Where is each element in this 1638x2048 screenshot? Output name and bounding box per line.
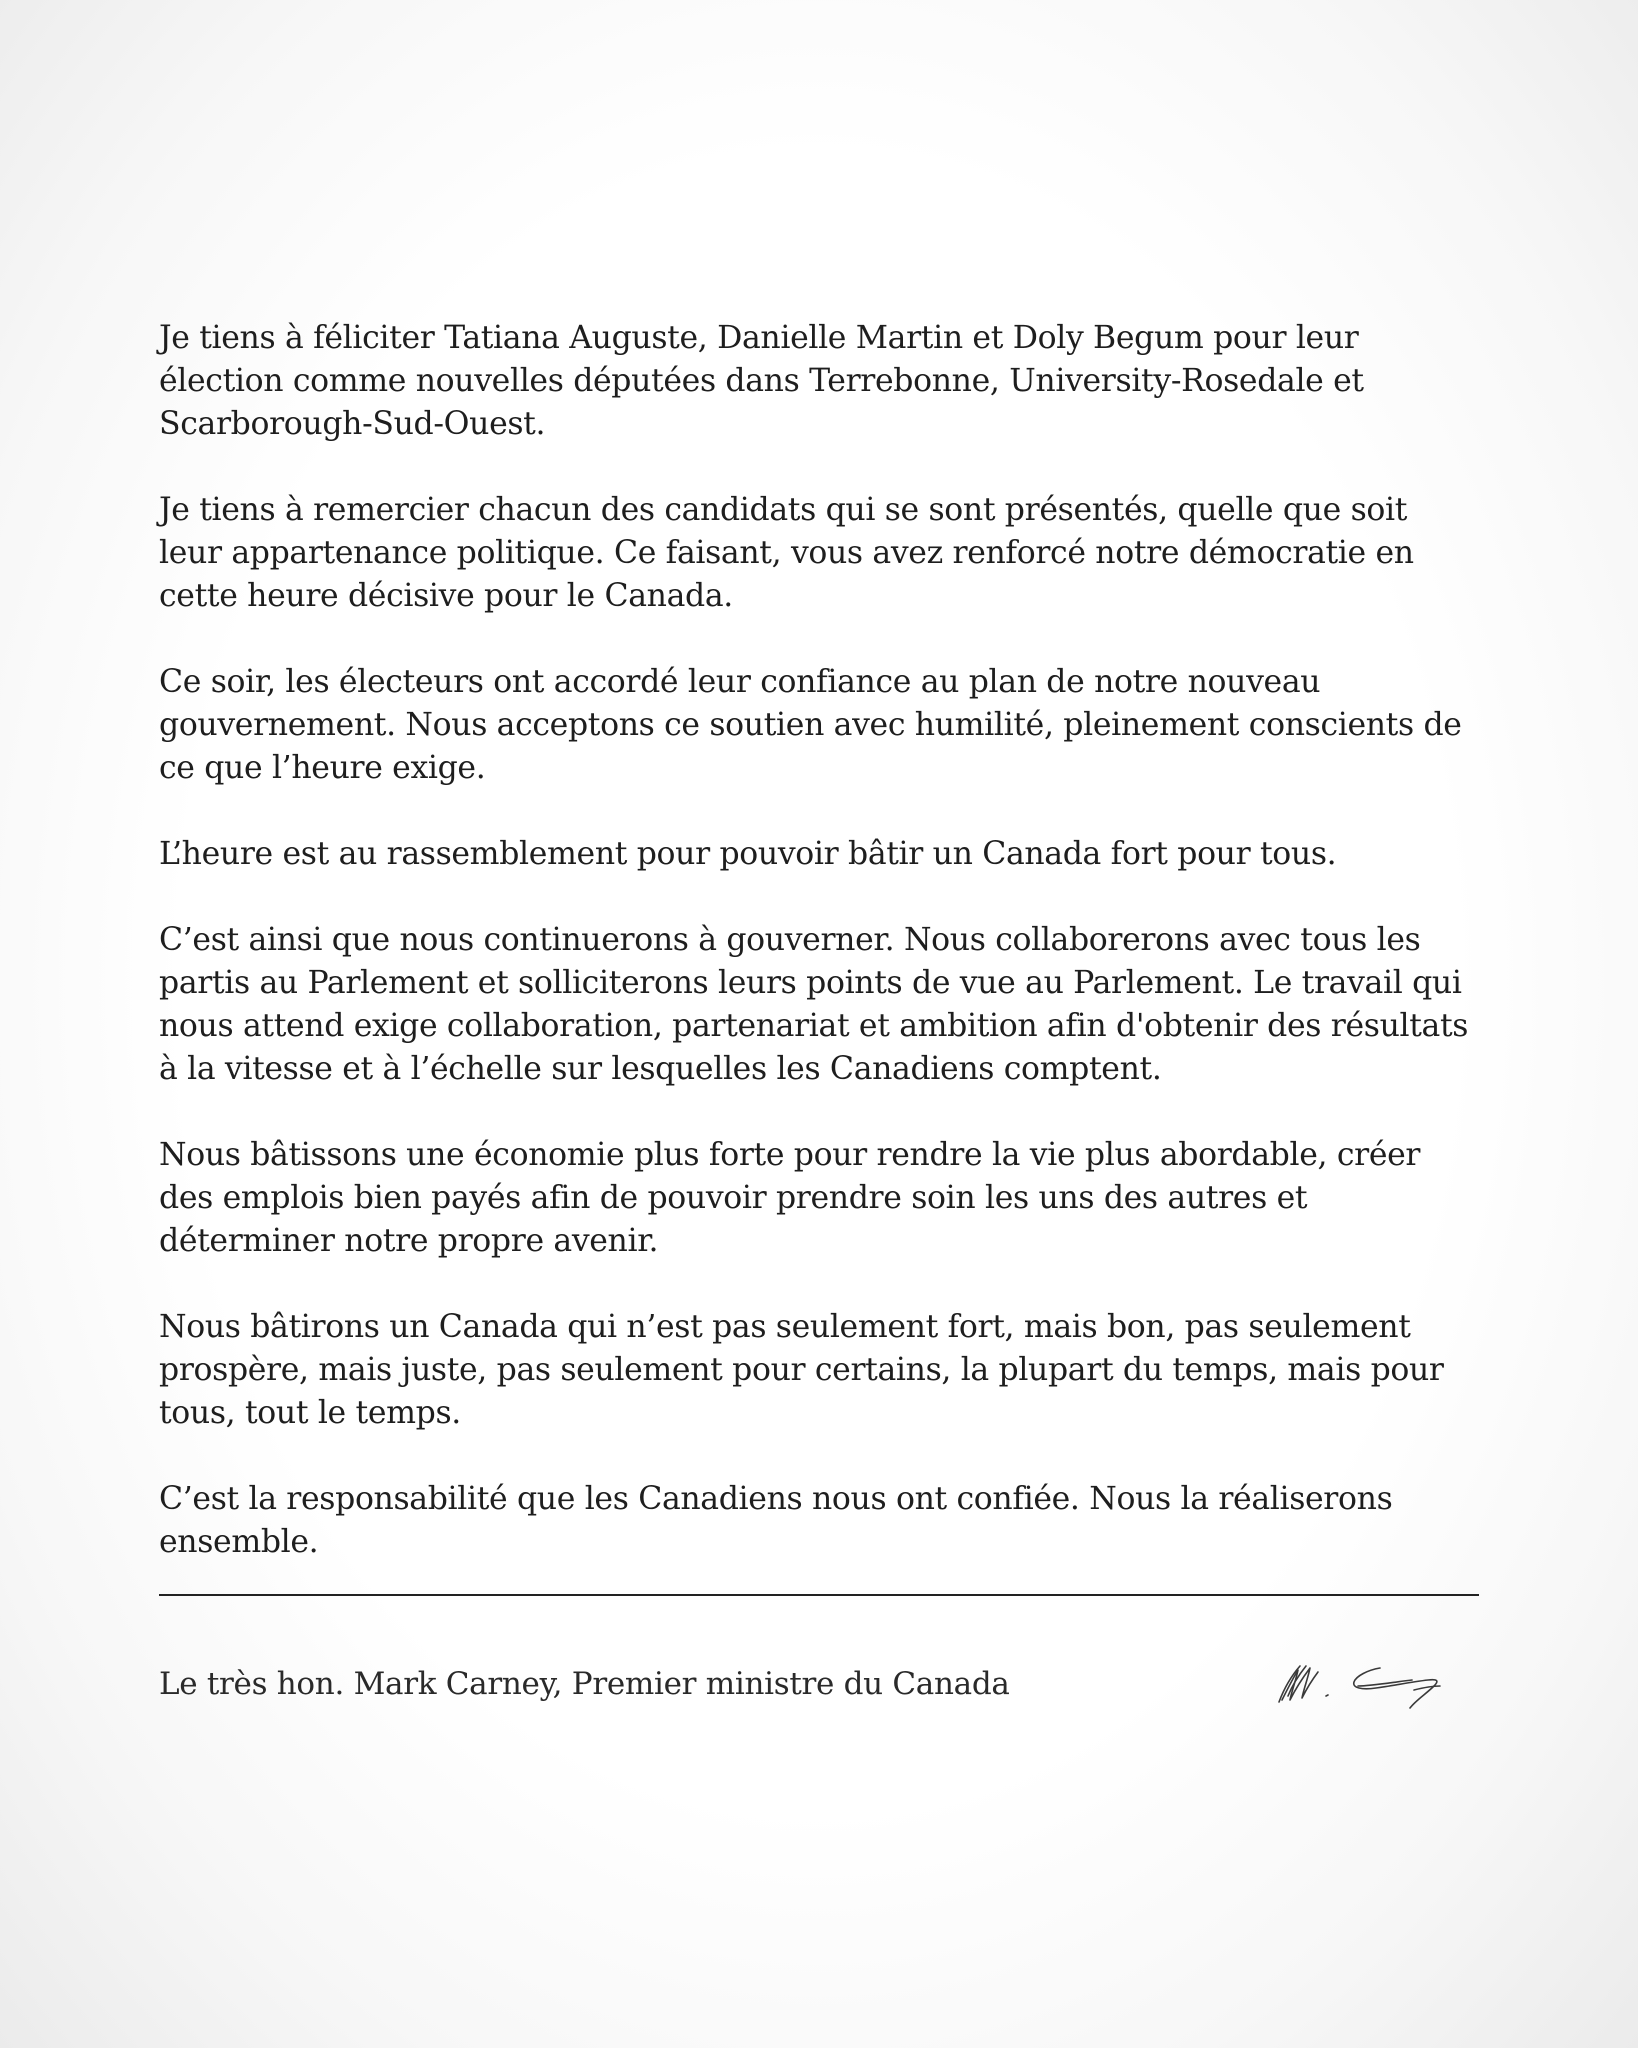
paragraph-economy: Nous bâtissons une économie plus forte pour rendre la vie plus abordable, créer des emplois bien payés afin de pouvoir prendre soin les uns des autres et déterminer notre propre avenir. xyxy=(159,1137,1421,1259)
paragraph-congratulations: Je tiens à féliciter Tatiana Auguste, Danielle Martin et Doly Begum pour leur élection comme nouvelles députées dans Terrebonne, University-Rosedale et Scarborough-Sud-Ouest. xyxy=(159,320,1364,442)
signature-image xyxy=(1276,1656,1472,1718)
paragraph-responsibility: C’est la responsabilité que les Canadiens nous ont confiée. Nous la réaliserons ensemble. xyxy=(159,1481,1393,1560)
paragraph-governing: C’est ainsi que nous continuerons à gouverner. Nous collaborerons avec tous les partis au Parlement et solliciterons leurs points de vue au Parlement. Le travail qui nous attend exige collaboration, partenariat et ambition afin d'obtenir des résultats à la vitesse et à l’échelle sur lesquelles les Canadiens comptent. xyxy=(159,922,1469,1087)
signature-divider xyxy=(159,1594,1479,1596)
paragraph-gathering: L’heure est au rassemblement pour pouvoir bâtir un Canada fort pour tous. xyxy=(159,836,1337,872)
signoff-line: Le très hon. Mark Carney, Premier ministre du Canada xyxy=(159,1666,1010,1702)
paragraph-thanks-candidates: Je tiens à remercier chacun des candidats qui se sont présentés, quelle que soit leur appartenance politique. Ce faisant, vous avez renforcé notre démocratie en cette heure décisive pour le Canada. xyxy=(159,492,1414,614)
paragraph-strong-canada: Nous bâtirons un Canada qui n’est pas seulement fort, mais bon, pas seulement prospère, mais juste, pas seulement pour certains, la plupart du temps, mais pour tous, tout le temps. xyxy=(159,1309,1444,1431)
statement-body xyxy=(159,317,1479,1607)
paragraph-voters-confidence: Ce soir, les électeurs ont accordé leur confiance au plan de notre nouveau gouvernement. Nous acceptons ce soutien avec humilité, pleinement conscients de ce que l’heure exige. xyxy=(159,664,1462,786)
